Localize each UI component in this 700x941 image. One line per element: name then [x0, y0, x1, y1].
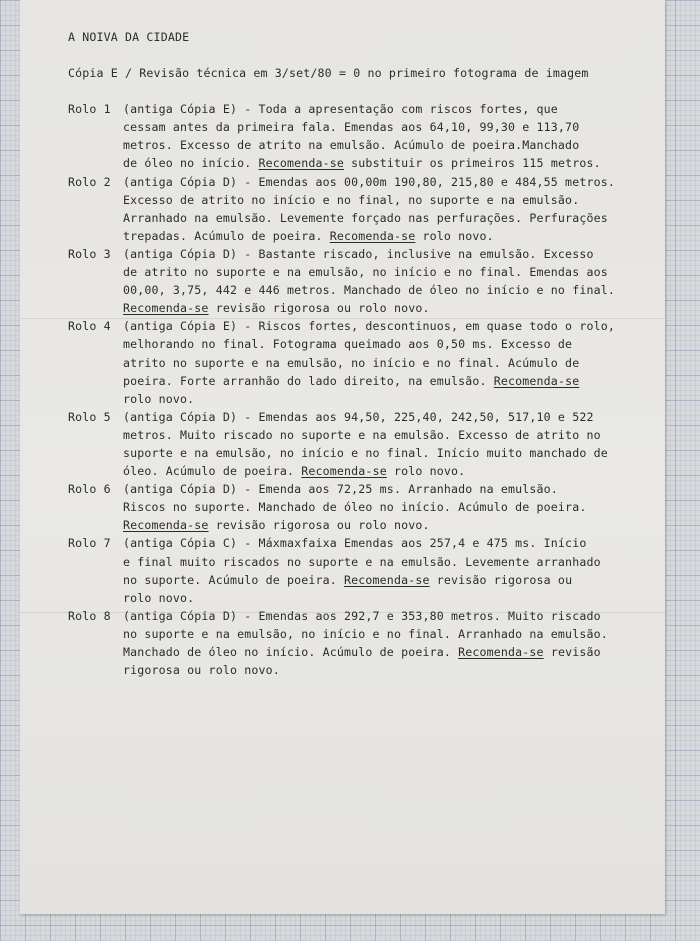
reel-text-line	[123, 498, 658, 516]
reel-description	[123, 607, 658, 679]
reel-text-line	[123, 408, 658, 426]
text-segment: de atrito no suporte e na emulsão, no início e no final. Emendas aos	[123, 265, 608, 280]
reel-description	[123, 245, 658, 317]
text-segment: (antiga Cópia D) - Emenda aos 72,25 ms. Arranhado na emulsão.	[123, 482, 558, 497]
reel-entry	[68, 480, 658, 534]
text-segment: rolo novo.	[123, 391, 195, 406]
reel-description	[123, 100, 658, 172]
text-segment: revisão rigorosa ou rolo novo.	[208, 301, 430, 316]
document-subtitle: Cópia E / Revisão técnica em 3/set/80 = 0 no primeiro fotograma de imagem	[68, 66, 589, 81]
text-segment: no suporte. Acúmulo de poeira.	[123, 572, 345, 587]
text-segment: (antiga Cópia D) - Emendas aos 292,7 e 353,80 metros. Muito riscado	[123, 608, 601, 623]
text-segment: (antiga Cópia D) - Emendas aos 94,50, 225,40, 242,50, 517,10 e 522	[123, 409, 594, 424]
reel-label: Rolo 7	[68, 536, 111, 551]
reel-text-line	[123, 209, 658, 227]
underlined-recommendation: Recomenda-se	[123, 518, 209, 533]
text-segment: revisão	[543, 645, 601, 659]
reel-label: Rolo 1	[68, 102, 111, 117]
text-segment: no suporte e na emulsão, no início e no final. Arranhado na emulsão.	[123, 626, 608, 641]
underlined-recommendation: Recomenda-se	[301, 464, 387, 479]
reel-text-line	[123, 372, 658, 390]
reel-entry	[68, 408, 658, 480]
text-segment: rolo novo.	[386, 464, 466, 479]
reel-text-line	[123, 390, 658, 408]
reel-text-line	[123, 534, 658, 552]
text-segment: revisão rigorosa ou	[429, 572, 573, 587]
text-segment: (antiga Cópia D) - Bastante riscado, inclusive na emulsão. Excesso	[123, 246, 594, 261]
reel-text-line	[123, 299, 658, 317]
reel-label: Rolo 3	[68, 246, 111, 261]
reel-entry	[68, 534, 658, 606]
reel-entry	[68, 317, 658, 407]
text-segment: (antiga Cópia E) - Riscos fortes, descontinuos, em quase todo o rolo,	[123, 319, 615, 334]
text-segment: rigorosa ou rolo novo.	[123, 663, 280, 678]
typewritten-text	[68, 28, 658, 679]
text-segment: Riscos no suporte. Manchado de óleo no início. Acúmulo de poeira.	[123, 500, 587, 515]
document-title: A NOIVA DA CIDADE	[68, 30, 190, 44]
reel-text-line	[123, 553, 658, 571]
text-segment: (antiga Cópia D) - Emendas aos 00,00m 190,80, 215,80 e 484,55 metros.	[123, 174, 615, 189]
text-segment: cessam antes da primeira fala. Emendas aos 64,10, 99,30 e 113,70	[123, 120, 580, 135]
text-segment: óleo. Acúmulo de poeira.	[123, 464, 302, 479]
text-segment: trepadas. Acúmulo de poeira.	[123, 228, 330, 243]
reel-text-line	[123, 100, 658, 118]
text-segment: suporte e na emulsão, no início e no final. Início muito manchado de	[123, 445, 608, 460]
text-segment: (antiga Cópia C) - Máxmaxfaixa Emendas aos 257,4 e 475 ms. Início	[123, 536, 587, 551]
text-segment: melhorando no final. Fotograma queimado aos 0,50 ms. Excesso de	[123, 337, 573, 352]
reel-text-line	[123, 354, 658, 372]
reel-text-line	[123, 661, 658, 679]
reel-entry	[68, 245, 658, 317]
text-segment: de óleo no início.	[123, 156, 259, 171]
reel-text-line	[123, 444, 658, 462]
reel-description	[123, 534, 658, 606]
reel-text-line	[123, 480, 658, 498]
text-segment: atrito no suporte e na emulsão, no início e no final. Acúmulo de	[123, 355, 580, 370]
reel-text-line	[123, 643, 658, 661]
text-segment: e final muito riscados no suporte e na emulsão. Levemente arranhado	[123, 554, 601, 569]
reel-text-line	[123, 173, 658, 191]
text-segment: substituir os primeiros 115 metros.	[344, 156, 601, 171]
reel-text-line	[123, 335, 658, 353]
reel-description	[123, 173, 658, 245]
reel-text-line	[123, 191, 658, 209]
reel-text-line	[123, 227, 658, 245]
reel-text-line	[123, 625, 658, 643]
reel-label: Rolo 8	[68, 608, 111, 623]
typed-paper-sheet	[20, 0, 665, 914]
reel-text-line	[123, 426, 658, 444]
reel-text-line	[123, 154, 658, 172]
reel-description	[123, 317, 658, 407]
reel-text-line	[123, 462, 658, 480]
text-segment: Excesso de atrito no início e no final, no suporte e na emulsão.	[123, 192, 580, 207]
underlined-recommendation: Recomenda-se	[123, 301, 209, 316]
reel-text-line	[123, 281, 658, 299]
underlined-recommendation: Recomenda-se	[258, 156, 345, 171]
reel-text-line	[123, 317, 658, 335]
underlined-recommendation: Recomenda-se	[344, 572, 430, 587]
reel-text-line	[123, 245, 658, 263]
reel-text-line	[123, 571, 658, 589]
text-segment: 00,00, 3,75, 442 e 446 metros. Manchado de óleo no início e no final.	[123, 283, 615, 298]
reel-text-line	[123, 607, 658, 625]
reel-entry	[68, 173, 658, 245]
text-segment: poeira. Forte arranhão do lado direito, na emulsão.	[123, 373, 494, 388]
text-segment: (antiga Cópia E) - Toda a apresentação com riscos fortes, que	[123, 102, 558, 117]
text-segment: metros. Excesso de atrito na emulsão. Acúmulo de poeira.Manchado	[123, 138, 580, 153]
reel-entry	[68, 607, 658, 679]
text-segment: Arranhado na emulsão. Levemente forçado nas perfurações. Perfurações	[123, 210, 608, 225]
reel-label: Rolo 4	[68, 319, 111, 334]
reel-label: Rolo 2	[68, 174, 111, 189]
reel-text-line	[123, 263, 658, 281]
reel-description	[123, 408, 658, 480]
reel-label: Rolo 6	[68, 482, 111, 497]
reel-text-line	[123, 589, 658, 607]
reel-text-line	[123, 516, 658, 534]
reel-entry	[68, 100, 658, 172]
text-segment: metros. Muito riscado no suporte e na emulsão. Excesso de atrito no	[123, 427, 601, 442]
underlined-recommendation: Recomenda-se	[493, 373, 580, 388]
reel-label: Rolo 5	[68, 409, 111, 424]
text-segment: rolo novo.	[123, 590, 195, 605]
text-segment: rolo novo.	[415, 228, 494, 243]
reel-list	[68, 100, 658, 679]
text-segment: Manchado de óleo no início. Acúmulo de poeira.	[123, 645, 459, 659]
underlined-recommendation: Recomenda-se	[458, 645, 544, 659]
underlined-recommendation: Recomenda-se	[329, 228, 416, 243]
reel-text-line	[123, 118, 658, 136]
reel-description	[123, 480, 658, 534]
reel-text-line	[123, 136, 658, 154]
text-segment: revisão rigorosa ou rolo novo.	[208, 518, 430, 533]
